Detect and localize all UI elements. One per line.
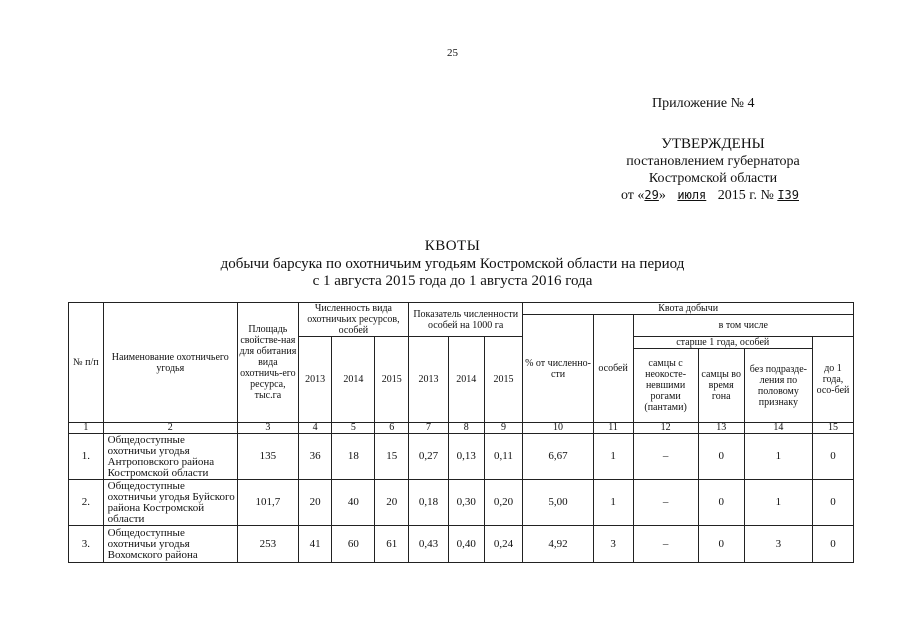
cell-den-2013: 0,43	[409, 526, 449, 563]
cell-males-antlers: –	[633, 480, 698, 526]
header-den-2015: 2015	[484, 337, 523, 423]
header-under1: до 1 года, осо-бей	[812, 337, 853, 423]
cell-no-sex: 3	[744, 526, 812, 563]
cell-num: 1.	[69, 434, 104, 480]
cell-no-sex: 1	[744, 480, 812, 526]
header-den-2013: 2013	[409, 337, 449, 423]
col-num: 1	[69, 423, 104, 434]
header-including: в том числе	[633, 315, 853, 337]
cell-males-rut: 0	[698, 526, 744, 563]
column-number-row	[69, 423, 854, 434]
cell-males-rut: 0	[698, 480, 744, 526]
cell-pct: 6,67	[523, 434, 593, 480]
col-num: 5	[332, 423, 375, 434]
cell-den-2015: 0,20	[484, 480, 523, 526]
header-individuals: особей	[593, 315, 633, 423]
cell-under1: 0	[812, 434, 853, 480]
header-area: Площадь свойстве-ная для обитания вида охотничь-его ресурса, тыс.га	[237, 303, 298, 423]
cell-pop-2013: 41	[298, 526, 332, 563]
cell-individuals: 1	[593, 434, 633, 480]
cell-pop-2014: 40	[332, 480, 375, 526]
header-no-sex: без подразде-ления по половому признаку	[744, 349, 812, 423]
cell-den-2013: 0,27	[409, 434, 449, 480]
cell-den-2015: 0,24	[484, 526, 523, 563]
date-month: июля	[677, 188, 707, 202]
document-title: КВОТЫ	[424, 238, 481, 254]
header-quota: Квота добычи	[523, 303, 854, 315]
col-num: 10	[523, 423, 593, 434]
header-population: Численность вида охотничьих ресурсов, особей	[298, 303, 408, 337]
cell-pop-2014: 18	[332, 434, 375, 480]
cell-pop-2013: 20	[298, 480, 332, 526]
date-mid: »	[658, 188, 666, 203]
cell-den-2014: 0,30	[448, 480, 484, 526]
cell-males-antlers: –	[633, 526, 698, 563]
date-prefix: от «	[620, 188, 645, 203]
header-pct: % от численно-сти	[523, 315, 593, 423]
col-num: 15	[812, 423, 853, 434]
header-pop-2013: 2013	[298, 337, 332, 423]
cell-name: Общедоступные охотничьи угодья Вохомского района	[103, 526, 237, 563]
cell-pop-2013: 36	[298, 434, 332, 480]
document-subtitle-1: добычи барсука по охотничьим угодьям Костромской области на период	[220, 256, 685, 272]
table-row	[69, 526, 854, 563]
appendix-label: Приложение № 4	[652, 96, 755, 111]
cell-pop-2014: 60	[332, 526, 375, 563]
col-num: 3	[237, 423, 298, 434]
col-num: 4	[298, 423, 332, 434]
page-number: 25	[447, 47, 458, 59]
date-year: 2015 г. №	[717, 188, 774, 203]
cell-males-antlers: –	[633, 434, 698, 480]
header-males-antlers: самцы с неокосте-невшими рогами (пантами)	[633, 349, 698, 423]
cell-area: 253	[237, 526, 298, 563]
cell-den-2014: 0,40	[448, 526, 484, 563]
cell-name: Общедоступные охотничьи угодья Антроповского района Костромской области	[103, 434, 237, 480]
col-num: 14	[744, 423, 812, 434]
cell-den-2013: 0,18	[409, 480, 449, 526]
cell-individuals: 1	[593, 480, 633, 526]
approval-line-1: постановлением губернатора	[626, 154, 800, 169]
cell-pop-2015: 61	[375, 526, 409, 563]
cell-under1: 0	[812, 480, 853, 526]
col-num: 6	[375, 423, 409, 434]
table-row	[69, 480, 854, 526]
cell-pop-2015: 15	[375, 434, 409, 480]
header-pop-2015: 2015	[375, 337, 409, 423]
approval-line-2: Костромской области	[648, 171, 778, 186]
cell-area: 135	[237, 434, 298, 480]
cell-num: 3.	[69, 526, 104, 563]
header-males-rut: самцы во время гона	[698, 349, 744, 423]
cell-pct: 4,92	[523, 526, 593, 563]
document-subtitle-2: с 1 августа 2015 года до 1 августа 2016 года	[312, 273, 593, 289]
date-day: 29	[644, 188, 659, 202]
col-num: 13	[698, 423, 744, 434]
cell-den-2015: 0,11	[484, 434, 523, 480]
header-name: Наименование охотничьего угодья	[103, 303, 237, 423]
header-older: старше 1 года, особей	[633, 337, 812, 349]
cell-pop-2015: 20	[375, 480, 409, 526]
header-den-2014: 2014	[448, 337, 484, 423]
cell-area: 101,7	[237, 480, 298, 526]
cell-pct: 5,00	[523, 480, 593, 526]
table-row	[69, 434, 854, 480]
cell-individuals: 3	[593, 526, 633, 563]
approval-title: УТВЕРЖДЕНЫ	[661, 136, 765, 152]
cell-name: Общедоступные охотничьи угодья Буйского района Костромской области	[103, 480, 237, 526]
col-num: 2	[103, 423, 237, 434]
col-num: 9	[484, 423, 523, 434]
decree-number: I39	[777, 188, 799, 202]
header-density: Показатель численности особей на 1000 га	[409, 303, 523, 337]
approval-date-line	[580, 187, 840, 204]
col-num: 8	[448, 423, 484, 434]
cell-den-2014: 0,13	[448, 434, 484, 480]
quota-table	[68, 302, 854, 563]
col-num: 11	[593, 423, 633, 434]
col-num: 7	[409, 423, 449, 434]
cell-under1: 0	[812, 526, 853, 563]
cell-males-rut: 0	[698, 434, 744, 480]
cell-no-sex: 1	[744, 434, 812, 480]
cell-num: 2.	[69, 480, 104, 526]
header-num: № п/п	[69, 303, 104, 423]
header-pop-2014: 2014	[332, 337, 375, 423]
col-num: 12	[633, 423, 698, 434]
